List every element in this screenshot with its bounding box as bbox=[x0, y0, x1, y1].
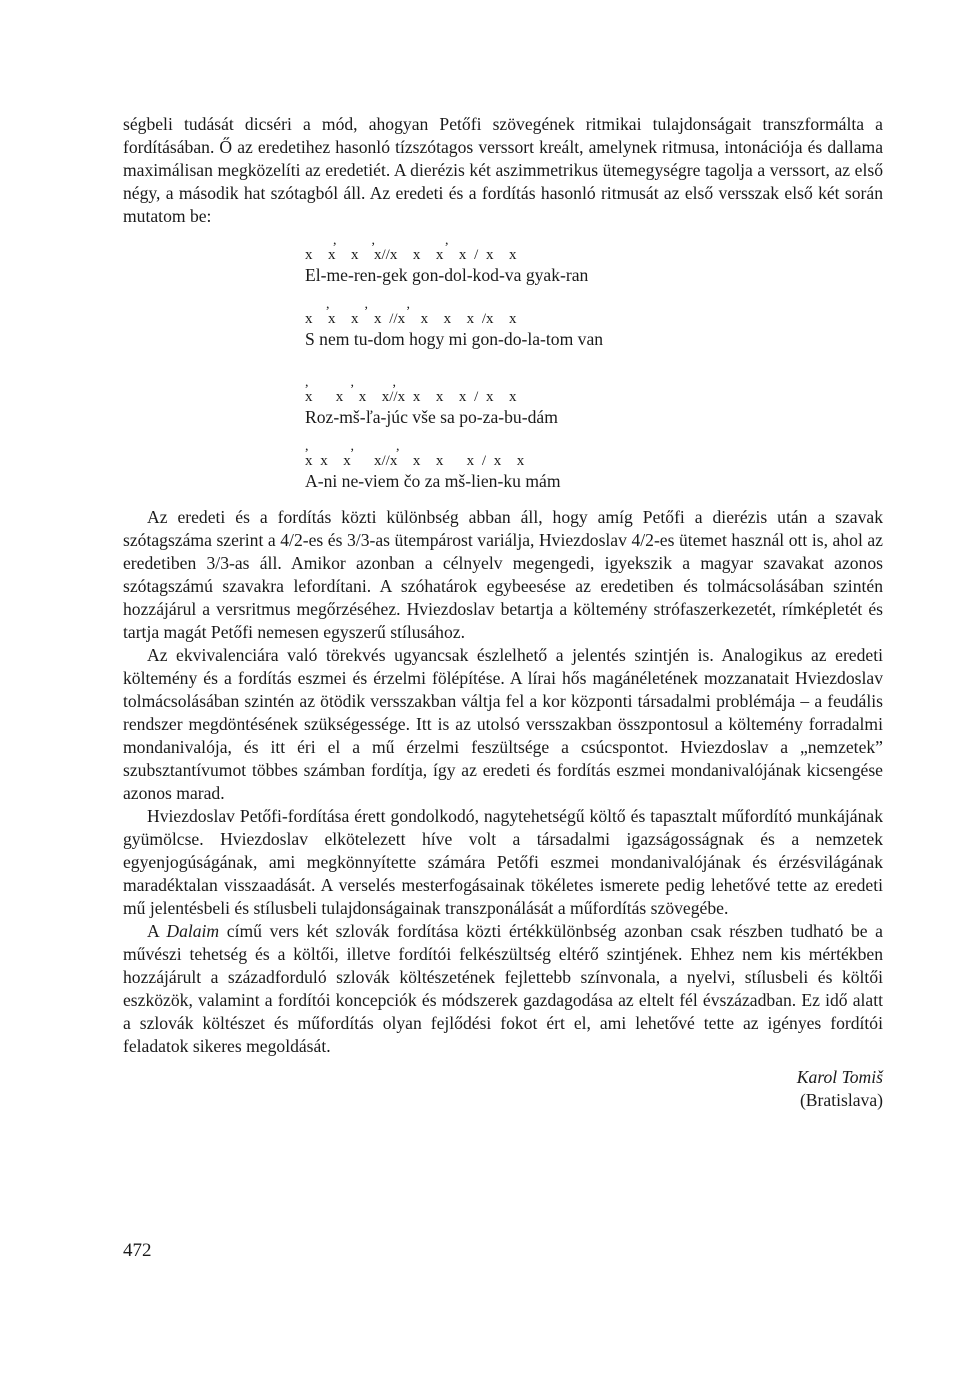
meter-pattern: x x x x //x x x x /x x bbox=[305, 311, 517, 327]
stress-marks: , , , bbox=[305, 233, 449, 248]
author-location: (Bratislava) bbox=[799, 1090, 883, 1110]
body-paragraph-2: Az ekvivalenciára való törekvés ugyancsak észlelhető a jelentés szintjén is. Analogikus az eredeti költemény és a fordítás eszmei és érzelmi fölépítése. A lírai hős magánéletének mozzanatait Hviezdoslav tolmácsolásában szintén az ötödik versszakban váltja fel a kor központi társadalmi problémája – a feudális rendszer megdöntésének szükségessége. Itt is az utolsó versszakban összpontosul a költemény forradalmi mondanivalója, és itt éri el a mű érzelmi feszültsége a csúcspontot. Hviezdoslav a „nemzetek” szubsztantívumot többes számban fordítja, így az eredeti és fordítás eszmei mondanivalójának kicsengése azonos marad. bbox=[123, 645, 883, 803]
syllable-line: A-ni ne-viem čo za mš-lien-ku mám bbox=[305, 471, 561, 491]
verse-line-1 bbox=[305, 233, 883, 286]
intro-paragraph: ségbeli tudását dicséri a mód, ahogyan Petőfi szövegének ritmikai tulajdonságait transzformálta a fordításában. Ő az eredetihez hasonló tízszótagos verssort kreált, amelynek ritmusa, intonációja és dallama maximálisan megközelíti az eredetiét. A dierézis két aszimmetrikus ütemegységre tagolja a verssort, az első négy, a második hat szótagból áll. Az eredeti és a fordítás hasonló ritmusát az első versszak első két során mutatom be: bbox=[123, 114, 883, 226]
signature bbox=[123, 1066, 883, 1112]
stress-marks: , , , bbox=[305, 375, 396, 390]
stress-marks: , , , bbox=[305, 439, 400, 454]
author-name: Karol Tomiš bbox=[796, 1067, 883, 1087]
stress-marks: , , , bbox=[305, 297, 410, 312]
poem-title: Dalaim bbox=[166, 921, 220, 941]
body-paragraph-4: A Dalaim című vers két szlovák fordítása közti értékkülönbség azonban csak részben tudható be a művészi tehetség és a költői, illetve fordítói felkészültség eltérő szintjének. Ehhez nem kis mértékben hozzájárult a századforduló szlovák költészetének fejlettebb színvonala, a nyelvi, stílusbeli és költői eszközök, valamint a fordítói koncepciók és módszerek gazdagodása az eltelt fél évszázadban. Ez idő alatt a szlovák költészet és műfordítás olyan fejlődési fokot ért el, ami lehetővé tette az igényes fordítói feladatok sikeres megoldását. bbox=[123, 921, 883, 1056]
page-content bbox=[123, 113, 883, 1112]
meter-pattern: x x x x//x x x x / x x bbox=[305, 453, 525, 469]
syllable-line: S nem tu-dom hogy mi gon-do-la-tom van bbox=[305, 329, 604, 349]
syllable-line: Roz-mš-ľa-júc vše sa po-za-bu-dám bbox=[305, 407, 558, 427]
body-paragraph-3: Hviezdoslav Petőfi-fordítása érett gondolkodó, nagytehetségű költő és tapasztalt műfordító munkájának gyümölcse. Hviezdoslav elkötelezett híve volt a társadalmi igazságosságnak és a nemzetek egyenjogúságának, ami megkönnyítette számára Petőfi eszmei mondanivalójának és érzésvilágának maradéktalan visszaadását. A verselés mesterfogásainak tökéletes ismerete pedig lehetővé tette az eredeti mű jelentésbeli és stílusbeli tulajdonságainak transzponálását a műfordítás szövegébe. bbox=[123, 806, 883, 918]
verse-line-4 bbox=[305, 439, 883, 492]
verse-line-2 bbox=[305, 297, 883, 350]
meter-pattern: x x x x//x x x x / x x bbox=[305, 247, 517, 263]
meter-pattern: x x x x//x x x x / x x bbox=[305, 389, 517, 405]
verse-line-3 bbox=[305, 375, 883, 428]
syllable-line: El-me-ren-gek gon-dol-kod-va gyak-ran bbox=[305, 265, 589, 285]
scansion-block bbox=[305, 233, 883, 492]
body-paragraph-1: Az eredeti és a fordítás közti különbség abban áll, hogy amíg Petőfi a dierézis után a szavak szótagszáma szerint a 4/2-es és 3/3-as ütempárost variálja, Hviezdoslav 4/2-es ütemet használ ott is, ahol az eredetiben 3/3-as áll. Amikor azonban a célnyelv megengedi, igyekszik a magyar szavakat azonos szótagszámú szavakra lefordítani. A szóhatárok egybeesése az eredetiben és tolmácsolásában szintén hozzájárul a versritmus megőrzéséhez. Hviezdoslav betartja a költemény strófaszerkezetét, rímképletét és tartja magát Petőfi nemesen egyszerű stílusához. bbox=[123, 507, 883, 642]
page-number: 472 bbox=[123, 1240, 152, 1261]
